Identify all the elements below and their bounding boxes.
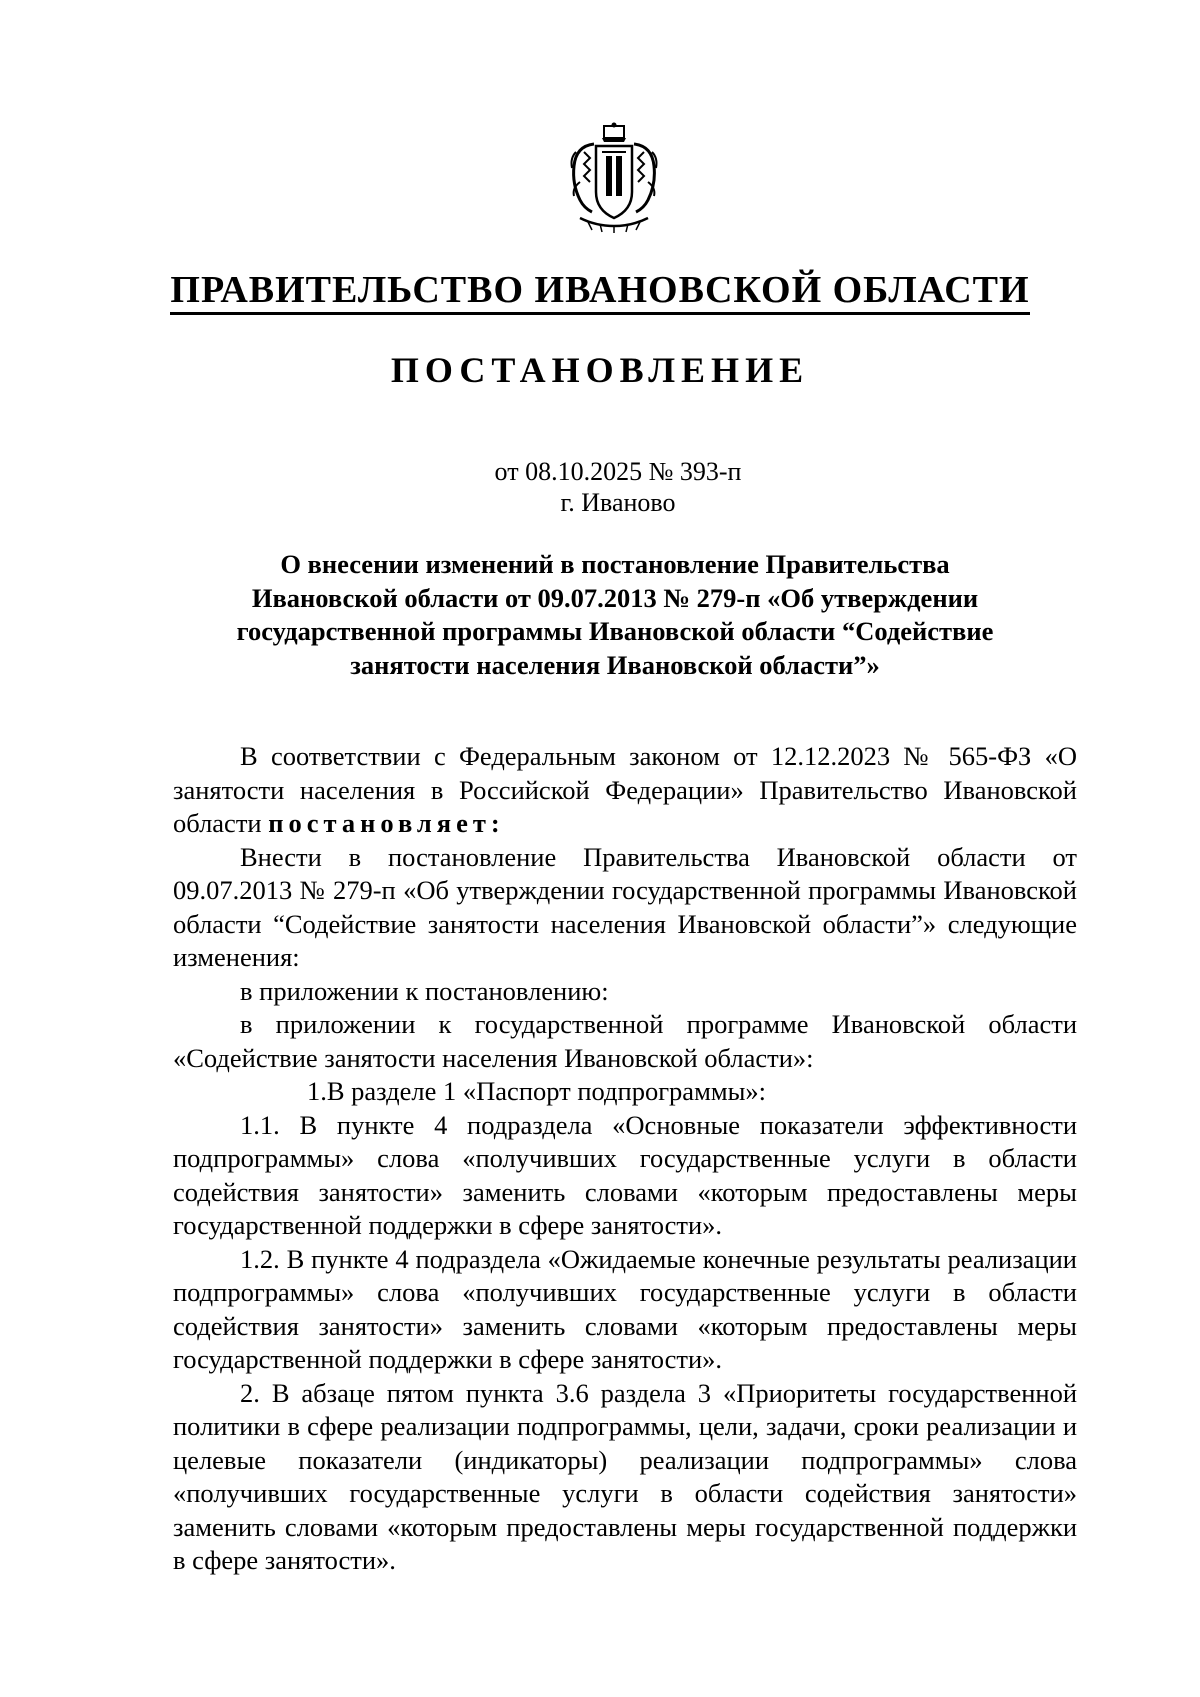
subject-line: О внесении изменений в постановление Правительства: [280, 549, 950, 579]
item-number: 2.: [240, 1377, 260, 1408]
paragraph-item-2: [173, 1377, 1077, 1578]
resolves-verb: постановляет:: [268, 808, 505, 838]
coat-of-arms-emblem: [566, 122, 662, 234]
item-text: В абзаце пятом пункта 3.6 раздела 3 «Приоритеты государственной политики в сфере реализации подпрограммы, цели, задачи, сроки реализации и целевые показатели (индикаторы) реализации подпрограммы» слова «получивших государственные услуги в области содействия занятости» заменить словами «которым предоставлены меры государственной поддержки в сфере занятости».: [173, 1377, 1078, 1575]
document-type: ПОСТАНОВЛЕНИЕ: [390, 350, 810, 390]
item-number: 1.2.: [240, 1243, 280, 1274]
subject-line: государственной программы Ивановской области “Содействие: [236, 616, 994, 646]
preamble-text: В соответствии с Федеральным законом от 12.12.2023 № 565-ФЗ «О занятости населения в Российской Федерации» Правительство Ивановской области: [173, 741, 1077, 838]
subject-line: Ивановской области от 09.07.2013 № 279-п «Об утверждении: [251, 582, 979, 613]
paragraph-preamble: [173, 740, 1077, 841]
item-text: В разделе 1 «Паспорт подпрограммы»:: [326, 1076, 767, 1106]
document-body: [173, 740, 1077, 1578]
paragraph-item-1-1: [173, 1109, 1077, 1243]
government-title-text: ПРАВИТЕЛЬСТВО ИВАНОВСКОЙ ОБЛАСТИ: [170, 269, 1029, 315]
document-date-number: от 08.10.2025 № 393-п: [494, 457, 742, 486]
government-title: [0, 268, 1200, 312]
item-number: 1.: [307, 1076, 327, 1106]
item-text: В пункте 4 подраздела «Основные показатели эффективности подпрограммы» слова «получивших государственные услуги в области содействия занятости» заменить словами «которым предоставлены меры государственной поддержки в сфере занятости».: [173, 1109, 1077, 1240]
paragraph-item-1: [173, 1075, 1077, 1109]
paragraph-program-appendix: в приложении к государственной программе Ивановской области «Содействие занятости населения Ивановской области»:: [173, 1009, 1077, 1073]
subject-line: занятости населения Ивановской области”»: [350, 649, 880, 680]
paragraph-item-1-2: [173, 1243, 1077, 1377]
document-city: г. Иваново: [560, 488, 676, 517]
item-number: 1.1.: [240, 1109, 280, 1140]
paragraph-appendix: в приложении к постановлению:: [240, 975, 609, 1006]
item-text: В пункте 4 подраздела «Ожидаемые конечные результаты реализации подпрограммы» слова «получивших государственные услуги в области содействия занятости» заменить словами «которым предоставлены меры государственной поддержки в сфере занятости».: [173, 1243, 1077, 1374]
document-subject: [200, 548, 1030, 682]
paragraph-main-clause: Внести в постановление Правительства Ивановской области от 09.07.2013 № 279-п «Об утверждении государственной программы Ивановской области “Содействие занятости населения Ивановской области”» следующие изменения:: [173, 841, 1077, 972]
